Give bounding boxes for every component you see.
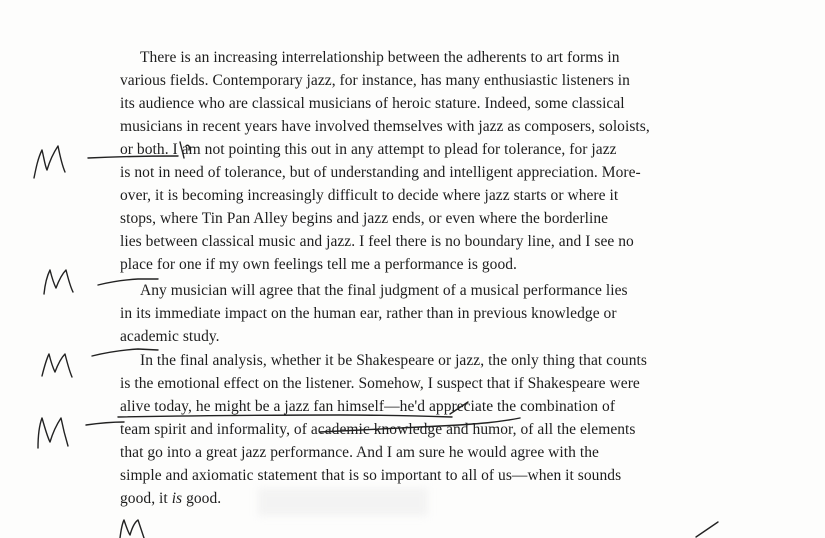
text-line: its audience who are classical musicians of heroic stature. Indeed, some classical	[120, 95, 625, 112]
text-line: academic study.	[120, 328, 220, 345]
text-line: that go into a great jazz performance. And I am sure he would agree with the	[120, 444, 599, 461]
text-line: There is an increasing interrelationship between the adherents to art forms in	[140, 49, 620, 66]
text-line: or both. I am not pointing this out in any attempt to plead for tolerance, for jazz	[120, 141, 617, 158]
paragraph-bracket	[180, 142, 184, 158]
last-line-prefix: good, it	[120, 490, 172, 507]
margin-mark-m-icon	[34, 146, 65, 178]
text-line: simple and axiomatic statement that is so important to all of us—when it sounds	[120, 467, 622, 484]
paragraph-arrow	[86, 422, 124, 425]
emphasis-word: is	[171, 490, 183, 507]
text-line: various fields. Contemporary jazz, for instance, has many enthusiastic listeners in	[120, 72, 630, 89]
text-line: Any musician will agree that the final judgment of a musical performance lies	[140, 282, 628, 299]
text-line: team spirit and informality, of academic knowledge and humor, of all the elements	[120, 421, 636, 438]
text-line: is the emotional effect on the listener. Somehow, I suspect that if Shakespeare were	[120, 375, 640, 392]
text-line: in its immediate impact on the human ear, rather than in previous knowledge or	[120, 305, 617, 322]
underline-stroke	[88, 156, 178, 158]
text-line: In the final analysis, whether it be Shakespeare or jazz, the only thing that counts	[140, 352, 647, 369]
margin-mark-m-icon	[42, 354, 72, 377]
text-line: place for one if my own feelings tell me a performance is good.	[120, 256, 517, 273]
text-line: over, it is becoming increasingly difficult to decide where jazz starts or where it	[120, 187, 619, 204]
text-line: alive today, he might be a jazz fan himself—he'd appreciate the combination of	[120, 398, 616, 415]
margin-mark-m-icon	[44, 270, 73, 294]
paragraph-bracket	[186, 145, 189, 150]
underline-stroke	[118, 415, 452, 417]
check-mark-icon	[696, 522, 718, 537]
last-line-suffix: good.	[182, 490, 222, 507]
text-line: musicians in recent years have involved themselves with jazz as composers, soloists,	[120, 118, 650, 135]
text-line: lies between classical music and jazz. I feel there is no boundary line, and I see no	[120, 233, 634, 250]
strike-mark	[450, 402, 468, 414]
margin-mark-m-icon	[38, 418, 68, 448]
margin-mark-m-icon	[120, 520, 144, 538]
text-line: stops, where Tin Pan Alley begins and jazz ends, or even where the borderline	[120, 210, 609, 227]
curved-stroke	[320, 418, 520, 432]
paragraph-arrow	[92, 349, 158, 356]
paragraph-arrow	[98, 279, 158, 285]
text-line: is not in need of tolerance, but of understanding and intelligent appreciation. More-	[120, 164, 641, 181]
